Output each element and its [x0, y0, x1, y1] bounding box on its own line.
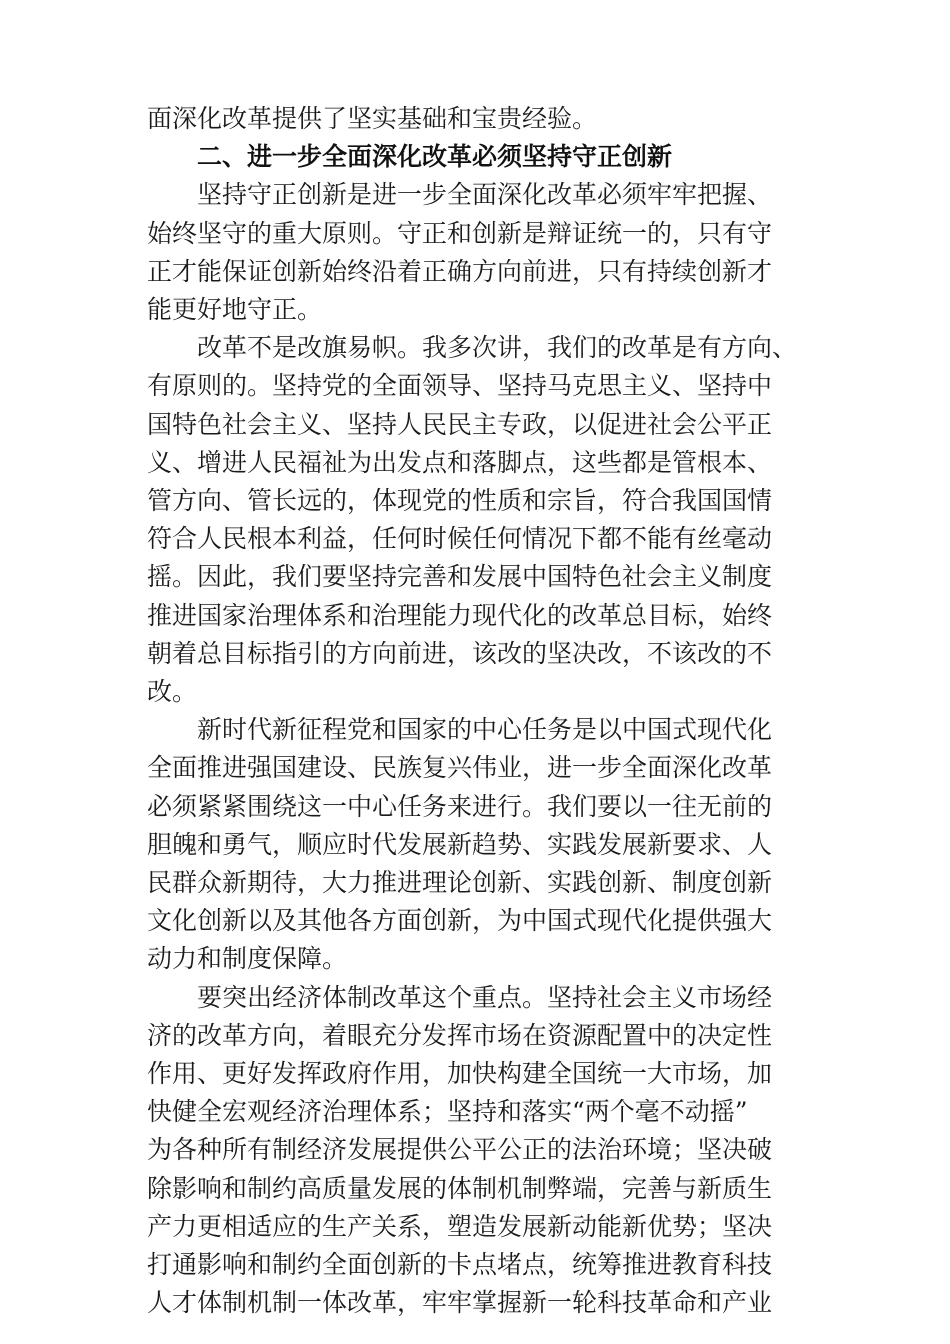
- text-line: 有原则的。坚持党的全面领导、坚持马克思主义、坚持中: [147, 371, 773, 401]
- text-line: 摇。因此，我们要坚持完善和发展中国特色社会主义制度: [147, 562, 773, 592]
- text-line: 国特色社会主义、坚持人民民主专政，以促进社会公平正: [147, 409, 773, 439]
- text-line: 必须紧紧围绕这一中心任务来进行。我们要以一往无前的: [147, 791, 773, 821]
- text-line: 义、增进人民福祉为出发点和落脚点，这些都是管根本、: [147, 447, 773, 477]
- text-line: 面深化改革提供了坚实基础和宝贵经验。: [147, 104, 598, 133]
- text-line: 文化创新以及其他各方面创新，为中国式现代化提供强大: [147, 906, 773, 936]
- paragraph-first-line: 改革不是改旗易帜。我多次讲，我们的改革是有方向、: [197, 333, 798, 363]
- paragraph-first-line: 坚持守正创新是进一步全面深化改革必须牢牢把握、: [197, 180, 773, 210]
- text-line: 产力更相适应的生产关系，塑造发展新动能新优势；坚决: [147, 1211, 773, 1241]
- text-line: 快健全宏观经济治理体系；坚持和落实“两个毫不动摇”: [147, 1097, 748, 1127]
- text-line: 人才体制机制一体改革，牢牢掌握新一轮科技革命和产业: [147, 1288, 773, 1318]
- text-line: 朝着总目标指引的方向前进，该改的坚决改，不该改的不: [147, 638, 773, 668]
- text-line: 除影响和制约高质量发展的体制机制弊端，完善与新质生: [147, 1173, 773, 1203]
- section-heading: 二、进一步全面深化改革必须坚持守正创新: [197, 142, 673, 172]
- text-line: 全面推进强国建设、民族复兴伟业，进一步全面深化改革: [147, 753, 773, 783]
- text-line: 始终坚守的重大原则。守正和创新是辩证统一的，只有守: [147, 218, 773, 248]
- text-line: 民群众新期待，大力推进理论创新、实践创新、制度创新: [147, 868, 773, 897]
- text-line: 符合人民根本利益，任何时候任何情况下都不能有丝毫动: [147, 524, 773, 554]
- text-line: 动力和制度保障。: [147, 944, 348, 974]
- text-line: 为各种所有制经济发展提供公平公正的法治环境；坚决破: [147, 1135, 773, 1165]
- text-line: 管方向、管长远的，体现党的性质和宗旨，符合我国国情: [147, 486, 773, 515]
- paragraph-first-line: 新时代新征程党和国家的中心任务是以中国式现代化: [197, 715, 773, 745]
- text-line: 打通影响和制约全面创新的卡点堵点，统筹推进教育科技: [147, 1250, 773, 1279]
- text-line: 能更好地守正。: [147, 295, 323, 324]
- text-line: 推进国家治理体系和治理能力现代化的改革总目标，始终: [147, 600, 773, 630]
- text-line: 济的改革方向，着眼充分发挥市场在资源配置中的决定性: [147, 1020, 773, 1050]
- text-line: 改。: [147, 677, 198, 706]
- text-line: 胆魄和勇气，顺应时代发展新趋势、实践发展新要求、人: [147, 829, 773, 859]
- paragraph-first-line: 要突出经济体制改革这个重点。坚持社会主义市场经: [197, 982, 773, 1012]
- text-line: 正才能保证创新始终沿着正确方向前进，只有持续创新才: [147, 256, 773, 286]
- text-line: 作用、更好发挥政府作用，加快构建全国统一大市场，加: [147, 1059, 773, 1088]
